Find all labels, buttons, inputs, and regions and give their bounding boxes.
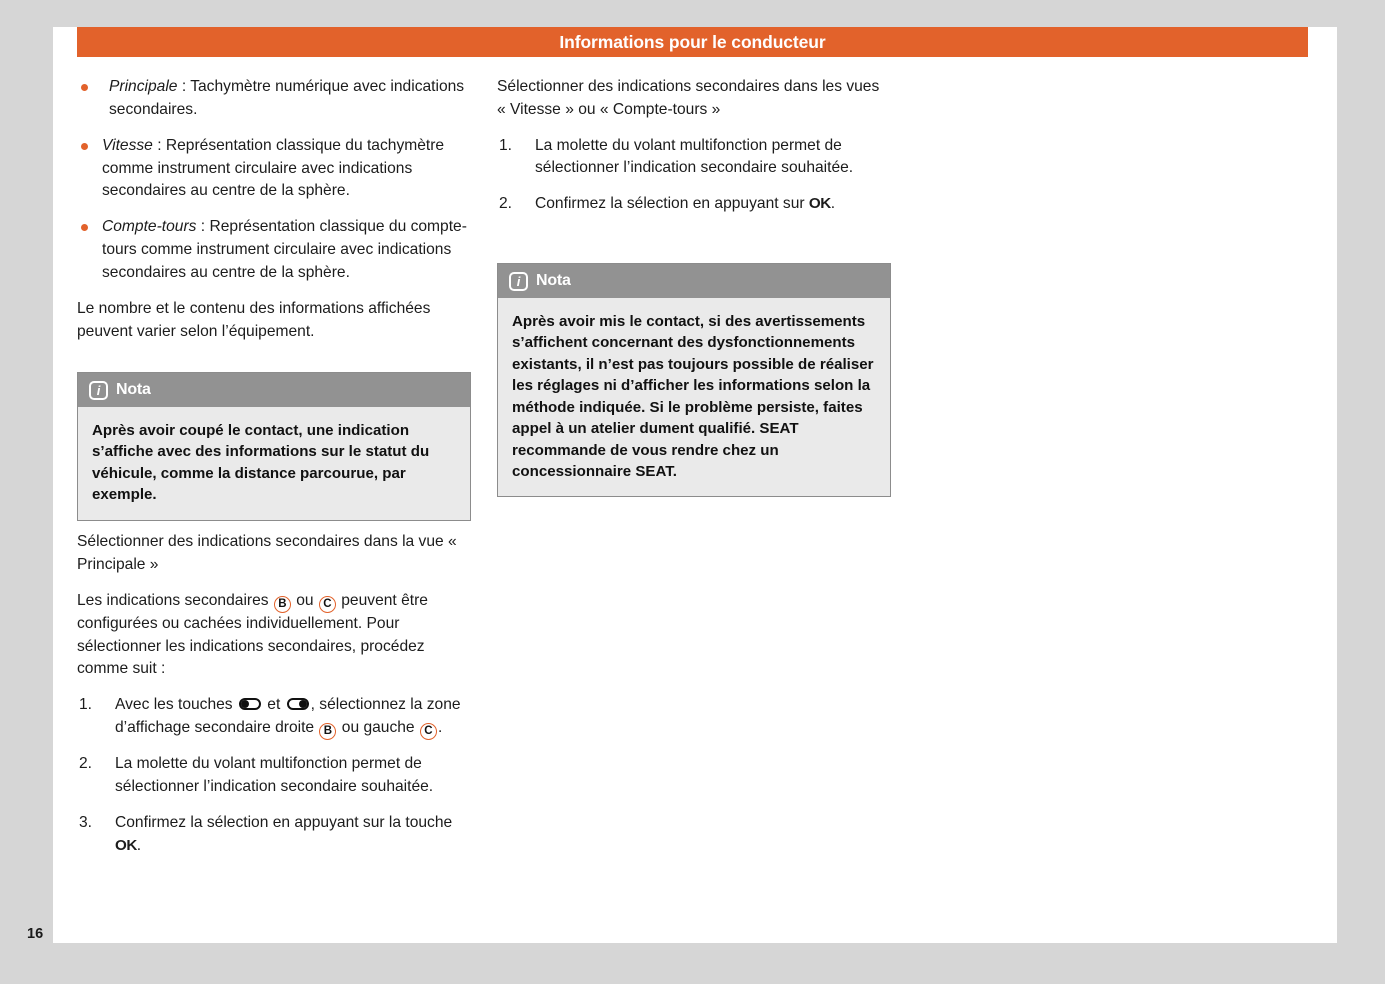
step-number: 2. — [79, 755, 93, 773]
step-text-part2: . — [136, 836, 142, 854]
bullet-text: Représentation classique du tachymètre comme instrument circulaire avec indications secondaires au centre de la sphère. — [102, 136, 445, 200]
section-heading: Sélectionner des indications secondaires dans la vue « Principale » — [77, 533, 457, 573]
list-item — [77, 812, 471, 858]
section-intro-part2: ou — [291, 591, 318, 609]
section-intro — [77, 590, 471, 682]
reference-circle-c: C — [319, 596, 336, 613]
bullet-separator: : — [177, 78, 191, 95]
step-number: 1. — [79, 696, 93, 714]
step-text-part4: ou gauche — [337, 719, 419, 737]
bullet-text: Tachymètre numérique avec indications secondaires. — [109, 78, 465, 118]
nota-body — [498, 298, 890, 496]
step-text: La molette du volant multifonction permet de sélectionner l’indication secondaire souhaitée. — [535, 136, 854, 177]
nota-text: Après avoir coupé le contact, une indication s’affiche avec des informations sur le statut du véhicule, comme la distance parcourue, par exemple. — [92, 422, 430, 504]
procedure-list — [497, 135, 891, 217]
reference-circle-b: B — [274, 596, 291, 613]
nota-header — [78, 373, 470, 407]
bullet-term: Vitesse — [102, 136, 153, 154]
list-item — [497, 193, 891, 216]
list-item — [77, 694, 471, 740]
reference-circle-c: C — [420, 723, 437, 740]
bullet-dot-icon — [81, 143, 88, 150]
bullet-text: Représentation classique du compte-tours comme instrument circulaire avec indications secondaires au centre de la sphère. — [102, 218, 467, 281]
body-paragraph: Le nombre et le contenu des informations affichées peuvent varier selon l’équipement. — [77, 299, 431, 340]
page-number: 16 — [27, 926, 44, 942]
ok-key-label: OK — [115, 836, 137, 854]
step-number: 1. — [499, 136, 513, 154]
nota-label: Nota — [536, 272, 571, 289]
key-right-icon — [287, 698, 309, 710]
step-text-part1: Avec les touches — [115, 696, 237, 714]
bullet-separator: : — [152, 136, 166, 154]
step-text: La molette du volant multifonction permet de sélectionner l’indication secondaire souhaitée. — [115, 755, 434, 796]
bullet-item — [77, 216, 471, 285]
info-icon: i — [89, 381, 108, 400]
right-column — [497, 76, 891, 229]
bullet-term: Principale — [109, 78, 178, 95]
bullet-dot-icon — [81, 224, 88, 231]
list-item — [77, 753, 471, 799]
left-column-lower — [77, 531, 471, 871]
page-title: Informations pour le conducteur — [559, 31, 826, 52]
nota-box-left — [77, 372, 471, 521]
key-left-icon — [239, 698, 261, 710]
step-text-part2: et — [262, 696, 285, 714]
nota-box-right — [497, 263, 891, 497]
bullet-term: Compte-tours — [102, 218, 197, 236]
step-number: 3. — [79, 814, 93, 832]
step-text-part1: Confirmez la sélection en appuyant sur — [535, 195, 809, 213]
ok-key-label: OK — [808, 195, 831, 213]
nota-body — [78, 407, 470, 520]
left-column — [77, 76, 471, 356]
list-item — [497, 135, 891, 181]
section-intro-part1: Les indications secondaires — [77, 591, 273, 609]
step-text-part2: . — [830, 195, 836, 213]
running-header — [77, 27, 1308, 57]
bullet-item — [77, 135, 471, 204]
procedure-list — [77, 694, 471, 857]
reference-circle-b: B — [319, 723, 336, 740]
bullet-item — [77, 76, 471, 122]
bullet-separator: : — [196, 218, 210, 236]
bullet-dot-icon — [81, 84, 88, 91]
section-intro-part3: peuvent être configurées ou cachées individuellement. Pour sélectionner les indications secondaires, procédez comme suit : — [77, 591, 428, 678]
step-text-part3: , sélectionnez la zone d’affichage secondaire droite — [115, 696, 461, 737]
info-icon: i — [509, 272, 528, 291]
nota-label: Nota — [116, 381, 151, 398]
nota-text: Après avoir mis le contact, si des avertissements s’affichent concernant des dysfonctionnements existants, il n’est pas toujours possible de réaliser les réglages ni d’afficher les informations selon la méthode indiquée. Si le problème persiste, faites appel à un atelier dument qualifié. SEAT recommande de vous rendre chez un concessionnaire SEAT. — [512, 313, 874, 480]
section-heading: Sélectionner des indications secondaires dans les vues « Vitesse » ou « Compte-tours » — [497, 78, 880, 118]
step-text-part1: Confirmez la sélection en appuyant sur la touche — [115, 814, 453, 832]
step-number: 2. — [499, 195, 513, 213]
step-text-part5: . — [437, 719, 443, 737]
nota-header — [498, 264, 890, 298]
